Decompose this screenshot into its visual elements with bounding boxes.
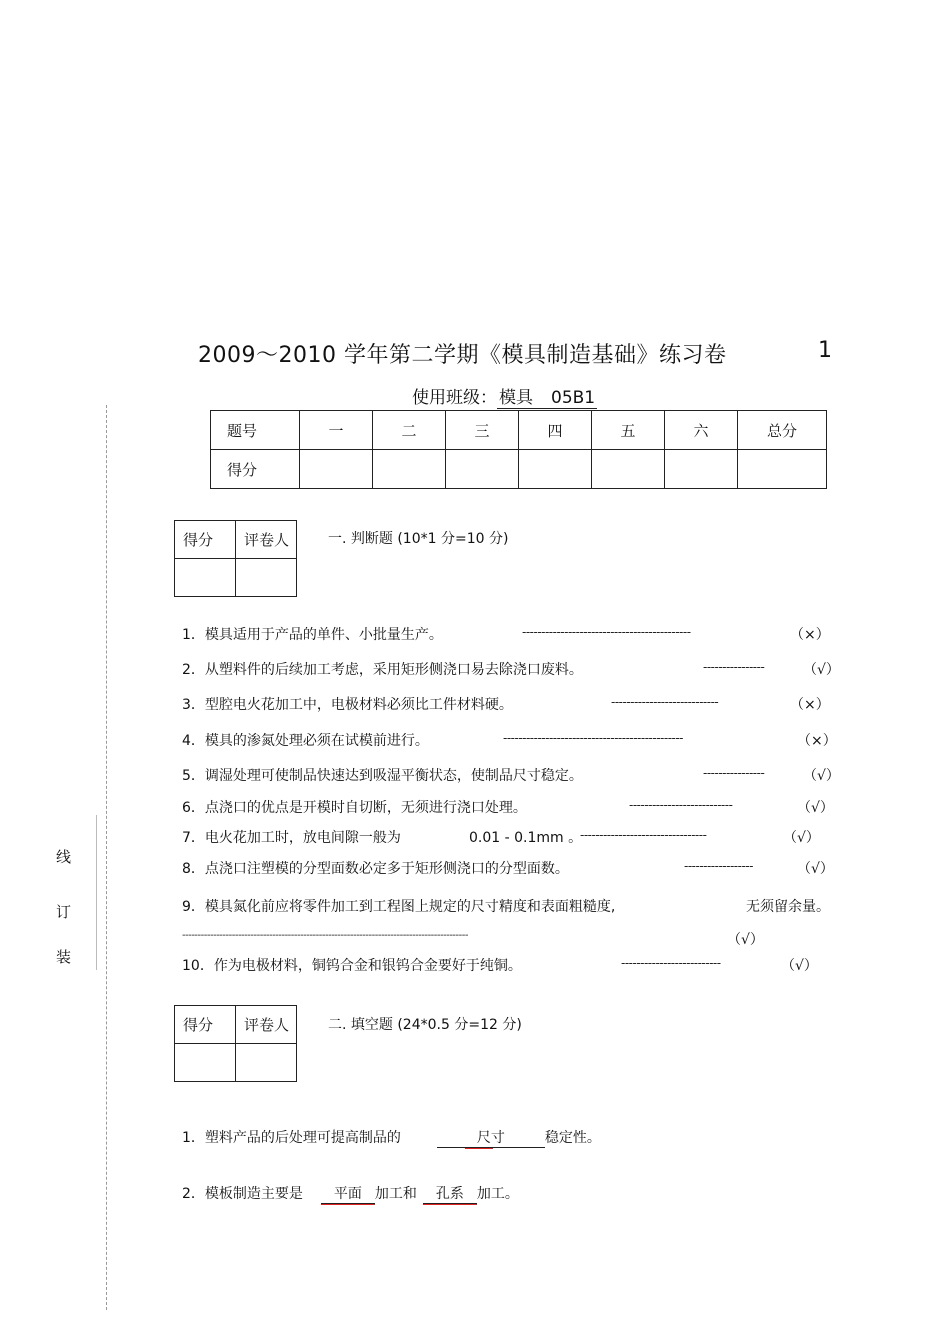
class-major: 模具 — [499, 388, 533, 408]
question-8-dashes: ------------------ — [684, 859, 753, 873]
question-7-answer: （√） — [783, 830, 820, 846]
col-1: 一 — [300, 411, 373, 450]
title-text: 2009～2010 学年第二学期《模具制造基础》练习卷 — [198, 343, 727, 368]
grader-box-score-label: 得分 — [175, 1006, 236, 1044]
question-2-answer: （√） — [803, 662, 840, 678]
score-cell — [373, 450, 446, 489]
question-9-dashes: -------------------------------------------------------------------------------------------- — [182, 930, 468, 941]
red-underline — [423, 1204, 477, 1205]
grader-box-score-cell — [175, 559, 236, 597]
class-value — [497, 388, 597, 409]
question-10: 10．作为电极材料，铜钨合金和银钨合金要好于纯铜。 — [182, 958, 522, 974]
binding-char-ding: 订 — [56, 903, 72, 921]
grader-box-grader-cell — [236, 559, 297, 597]
question-9-tail: 无须留余量。 — [746, 899, 830, 915]
question-7: 7．电火花加工时，放电间隙一般为 — [182, 830, 401, 846]
col-2: 二 — [373, 411, 446, 450]
binding-char-zhuang: 装 — [56, 948, 72, 966]
question-1: 1．模具适用于产品的单件、小批量生产。 — [182, 627, 443, 643]
grader-box-score-label: 得分 — [175, 521, 236, 559]
col-total: 总分 — [738, 411, 827, 450]
question-4-dashes: ----------------------------------------------- — [503, 731, 684, 745]
fill-question-1-prefix: 1．塑料产品的后处理可提高制品的 — [182, 1130, 401, 1146]
section2-grader-box — [174, 1005, 297, 1082]
fill-question-2-prefix: 2．模板制造主要是 — [182, 1186, 303, 1202]
section2-title: 二. 填空题 (24*0.5 分=12 分) — [328, 1017, 522, 1033]
binding-dashed-line — [106, 405, 107, 1310]
question-3-dashes: ---------------------------- — [611, 695, 719, 709]
fill-question-2-blank-2 — [423, 1183, 477, 1204]
score-cell — [592, 450, 665, 489]
question-4: 4．模具的渗氮处理必须在试模前进行。 — [182, 733, 429, 749]
col-4: 四 — [519, 411, 592, 450]
class-code: 05B1 — [551, 388, 596, 408]
fill-question-1 — [182, 1127, 601, 1148]
score-table — [210, 410, 827, 489]
question-7-value: 0.01 - 0.1mm 。 — [469, 830, 583, 846]
fill-question-2-middle: 加工和 — [374, 1186, 417, 1202]
question-10-answer: （√） — [781, 958, 818, 974]
score-cell — [446, 450, 519, 489]
fill-question-1-suffix: 稳定性。 — [544, 1130, 601, 1146]
question-8-answer: （√） — [797, 861, 834, 877]
col-3: 三 — [446, 411, 519, 450]
question-5-dashes: ---------------- — [703, 766, 765, 780]
binding-solid-line — [96, 815, 97, 970]
score-cell — [665, 450, 738, 489]
fill-question-2-suffix: 加工。 — [476, 1186, 519, 1202]
score-cell — [300, 450, 373, 489]
question-3-answer: （×） — [790, 697, 830, 713]
question-5: 5．调湿处理可使制品快速达到吸湿平衡状态，使制品尺寸稳定。 — [182, 768, 583, 784]
grader-box-grader-label: 评卷人 — [236, 521, 297, 559]
question-1-answer: （×） — [790, 627, 830, 643]
section1-title: 一. 判断题 (10*1 分=10 分) — [328, 531, 509, 547]
question-9-answer: （√） — [727, 932, 764, 948]
row-label-question-no: 题号 — [211, 411, 300, 450]
question-5-answer: （√） — [803, 768, 840, 784]
col-6: 六 — [665, 411, 738, 450]
question-7-dashes: --------------------------------- — [580, 828, 707, 842]
score-table-header-row — [211, 411, 827, 450]
score-cell — [738, 450, 827, 489]
fill-question-1-answer: 尺寸 — [476, 1130, 505, 1146]
question-9: 9．模具氮化前应将零件加工到工程图上规定的尺寸精度和表面粗糙度, — [182, 899, 616, 915]
question-1-dashes: -------------------------------------------- — [522, 625, 691, 639]
class-line — [412, 383, 597, 408]
fill-question-2-answer-1: 平面 — [333, 1186, 362, 1202]
fill-question-2-blank-1 — [321, 1183, 375, 1204]
red-underline — [465, 1148, 493, 1149]
score-table-score-row — [211, 450, 827, 489]
question-3: 3．型腔电火花加工中，电极材料必须比工件材料硬。 — [182, 697, 513, 713]
question-8: 8．点浇口注塑模的分型面数必定多于矩形侧浇口的分型面数。 — [182, 861, 569, 877]
class-label: 使用班级： — [412, 388, 497, 408]
page-title — [198, 338, 833, 369]
col-5: 五 — [592, 411, 665, 450]
fill-question-2-answer-2: 孔系 — [435, 1186, 464, 1202]
title-number: 1 — [818, 338, 833, 363]
question-2: 2．从塑料件的后续加工考虑，采用矩形侧浇口易去除浇口废料。 — [182, 662, 583, 678]
score-cell — [519, 450, 592, 489]
question-4-answer: （×） — [797, 733, 837, 749]
section1-grader-box — [174, 520, 297, 597]
red-underline — [321, 1204, 375, 1205]
grader-box-score-cell — [175, 1044, 236, 1082]
fill-question-2 — [182, 1183, 519, 1204]
grader-box-grader-label: 评卷人 — [236, 1006, 297, 1044]
row-label-score: 得分 — [211, 450, 300, 489]
question-6: 6．点浇口的优点是开模时自切断，无须进行浇口处理。 — [182, 800, 527, 816]
fill-question-1-blank — [437, 1127, 545, 1148]
binding-char-xian: 线 — [56, 848, 72, 866]
question-10-dashes: -------------------------- — [621, 956, 721, 970]
question-6-answer: （√） — [797, 800, 834, 816]
question-6-dashes: --------------------------- — [629, 798, 733, 812]
question-2-dashes: ---------------- — [703, 660, 765, 674]
grader-box-grader-cell — [236, 1044, 297, 1082]
